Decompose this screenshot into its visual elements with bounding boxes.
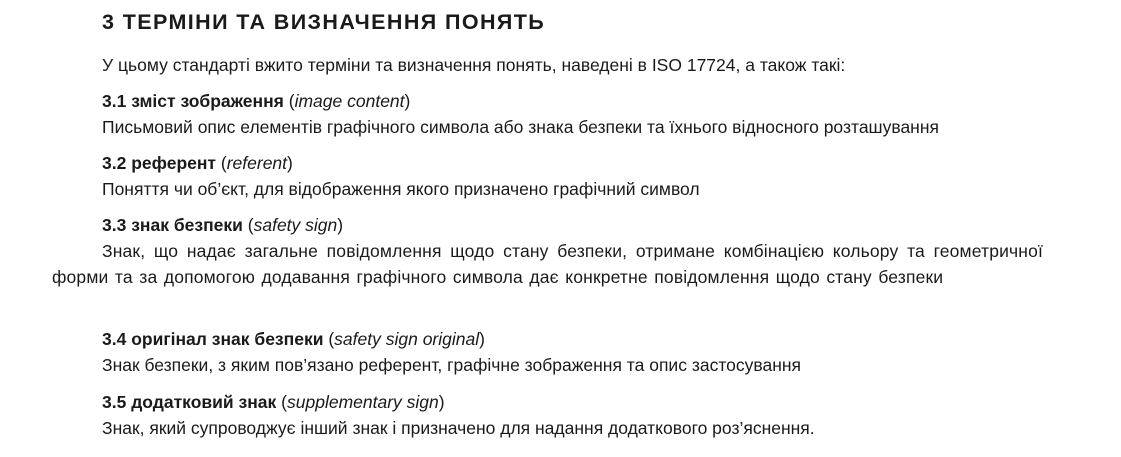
term-name: оригінал знак безпеки: [131, 329, 324, 349]
term-entry-3-5: [0, 389, 1121, 441]
term-english: image content: [294, 91, 405, 111]
term-definition: Знак безпеки, з яким пов’язано референт, графічне зображення та опис застосування: [102, 355, 802, 375]
term-name: знак безпеки: [131, 215, 243, 235]
term-entry-3-3: [0, 212, 1121, 290]
term-name: референт: [131, 153, 217, 173]
section-intro: У цьому стандарті вжито терміни та визначення понять, наведені в ISO 17724, а також такі:: [102, 55, 846, 75]
term-name: зміст зображення: [131, 91, 284, 111]
term-definition: Поняття чи об’єкт, для відображення якого призначено графічний символ: [102, 179, 700, 199]
term-heading: 3.2 референт (referent): [102, 153, 293, 173]
term-heading: 3.4 оригінал знак безпеки (safety sign original): [102, 329, 485, 349]
term-number: 3.2: [102, 153, 127, 173]
term-entry-3-4: [0, 326, 1121, 378]
term-number: 3.3: [102, 215, 127, 235]
term-number: 3.4: [102, 329, 127, 349]
term-definition: Знак, який супроводжує інший знак і призначено для надання додаткового роз’яснення.: [102, 418, 815, 438]
section-title: 3 ТЕРМІНИ ТА ВИЗНАЧЕННЯ ПОНЯТЬ: [102, 10, 546, 34]
term-definition: Письмовий опис елементів графічного символа або знака безпеки та їхнього відносного розташування: [102, 117, 939, 137]
term-english: supplementary sign: [287, 392, 439, 412]
term-entry-3-2: [0, 150, 1121, 202]
term-heading: 3.1 зміст зображення (image content): [102, 91, 411, 111]
term-number: 3.5: [102, 392, 127, 412]
term-heading: 3.3 знак безпеки (safety sign): [102, 215, 344, 235]
term-number: 3.1: [102, 91, 127, 111]
term-english: safety sign original: [334, 329, 480, 349]
term-heading: 3.5 додатковий знак (supplementary sign): [102, 392, 445, 412]
term-name: додатковий знак: [131, 392, 277, 412]
term-english: safety sign: [253, 215, 338, 235]
term-entry-3-1: [0, 88, 1121, 140]
term-english: referent: [226, 153, 288, 173]
term-definition: Знак, що надає загальне повідомлення щодо стану безпеки, отримане комбінацією кольору та геометричної форми та за допомогою додавання графічного символа дає конкретне повідомлення щодо стану безпеки: [52, 241, 1043, 287]
